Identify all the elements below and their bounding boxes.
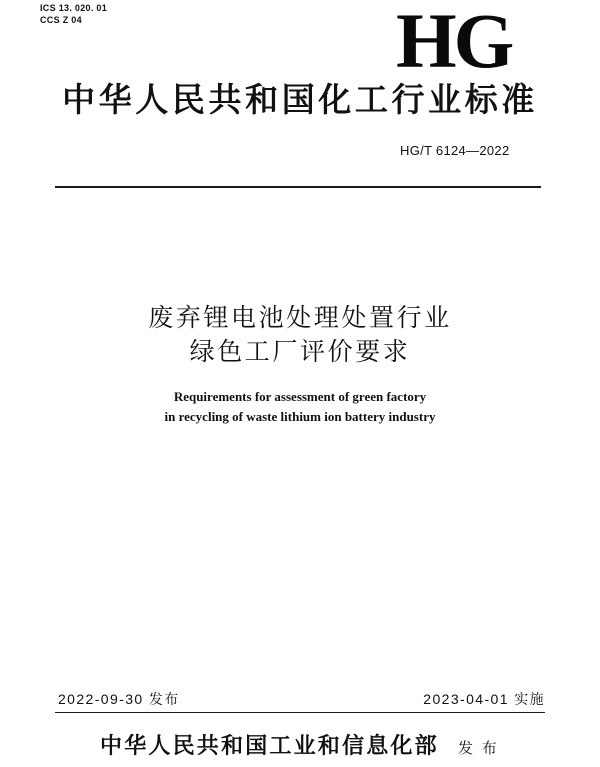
implement-date: 2023-04-01 实施 — [423, 691, 545, 707]
footer-divider — [55, 712, 545, 713]
ics-code: ICS 13. 020. 01 — [40, 3, 108, 13]
standard-number: HG/T 6124—2022 — [400, 143, 510, 158]
issuer-action: 发 布 — [458, 739, 499, 757]
header-divider — [55, 186, 541, 188]
title-zh-line-1: 废弃锂电池处理处置行业 — [148, 303, 452, 332]
standard-type-heading: 中华人民共和国化工行业标准 — [62, 80, 538, 119]
title-en-line-2: in recycling of waste lithium ion battery industry — [164, 409, 436, 424]
title-zh-line-2: 绿色工厂评价要求 — [189, 337, 411, 366]
ccs-code: CCS Z 04 — [40, 15, 82, 25]
issuer-name: 中华人民共和国工业和信息化部 — [100, 734, 439, 759]
issue-date: 2022-09-30 发布 — [58, 691, 180, 707]
hg-logo: HG — [396, 0, 512, 84]
title-en-line-1: Requirements for assessment of green factory — [173, 389, 427, 404]
